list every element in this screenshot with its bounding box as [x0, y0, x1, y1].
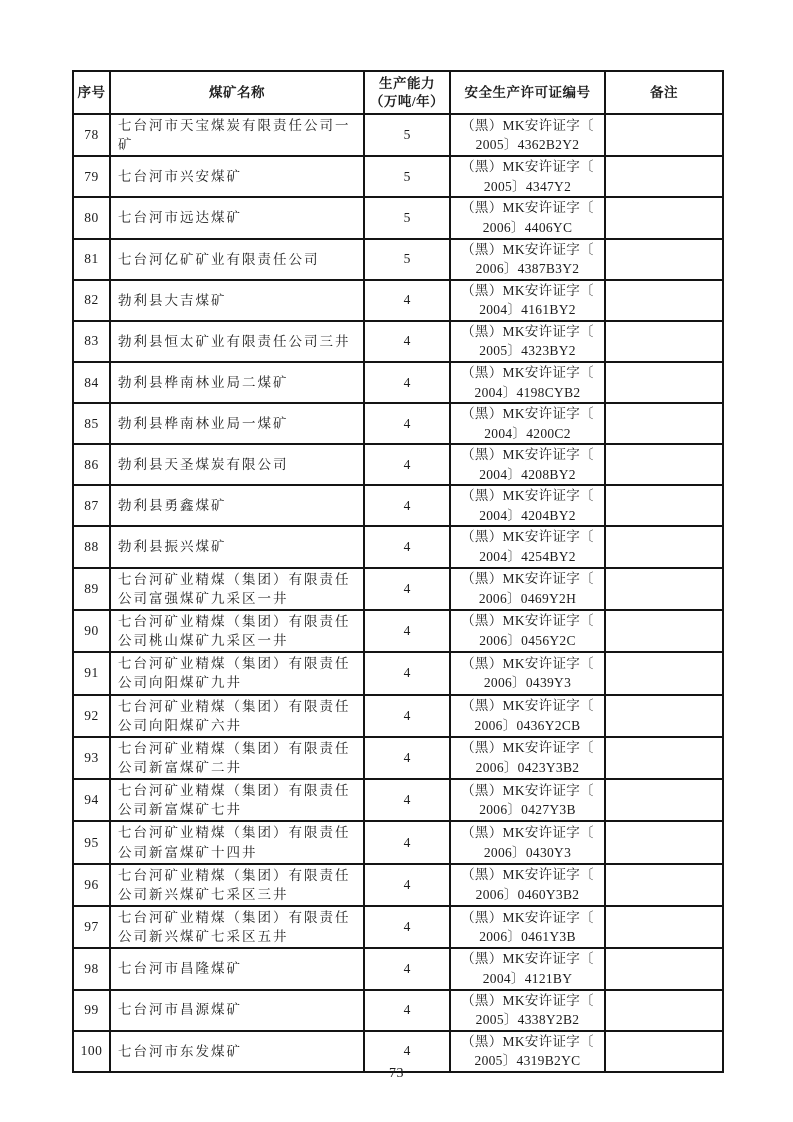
capacity-cell: 5	[364, 114, 450, 156]
header-license-number: 安全生产许可证编号	[450, 71, 605, 114]
remark-cell	[605, 737, 723, 779]
license-cell: （黑）MK安许证字〔 2005〕4319B2YC	[450, 1031, 605, 1072]
table-row	[73, 695, 723, 737]
capacity-cell: 4	[364, 526, 450, 567]
license-cell: （黑）MK安许证字〔 2004〕4254BY2	[450, 526, 605, 567]
table-row	[73, 990, 723, 1031]
table-row	[73, 114, 723, 156]
remark-cell	[605, 321, 723, 362]
capacity-cell: 5	[364, 239, 450, 280]
mine-name-cell: 七台河市昌隆煤矿	[110, 948, 364, 989]
license-cell: （黑）MK安许证字〔 2006〕0427Y3B	[450, 779, 605, 821]
capacity-cell: 5	[364, 197, 450, 238]
capacity-cell: 4	[364, 779, 450, 821]
serial-cell: 91	[73, 652, 110, 694]
header-capacity-line2: （万吨/年）	[369, 93, 445, 109]
mine-name-cell: 七台河市昌源煤矿	[110, 990, 364, 1031]
serial-cell: 87	[73, 485, 110, 526]
coal-mine-table	[72, 70, 724, 1073]
remark-cell	[605, 821, 723, 863]
mine-name-cell: 七台河矿业精煤（集团）有限责任公司新富煤矿二井	[110, 737, 364, 779]
serial-cell: 81	[73, 239, 110, 280]
mine-name-cell: 勃利县振兴煤矿	[110, 526, 364, 567]
mine-name-cell: 七台河市兴安煤矿	[110, 156, 364, 197]
capacity-cell: 4	[364, 695, 450, 737]
license-cell: （黑）MK安许证字〔 2004〕4204BY2	[450, 485, 605, 526]
header-remarks: 备注	[605, 71, 723, 114]
capacity-cell: 4	[364, 652, 450, 694]
header-capacity	[364, 71, 450, 114]
serial-cell: 100	[73, 1031, 110, 1072]
table-row	[73, 821, 723, 863]
header-capacity-line1: 生产能力	[379, 75, 435, 91]
mine-name-cell: 七台河市东发煤矿	[110, 1031, 364, 1072]
license-cell: （黑）MK安许证字〔 2004〕4198CYB2	[450, 362, 605, 403]
remark-cell	[605, 280, 723, 321]
license-cell: （黑）MK安许证字〔 2004〕4161BY2	[450, 280, 605, 321]
serial-cell: 95	[73, 821, 110, 863]
mine-name-cell: 勃利县天圣煤炭有限公司	[110, 444, 364, 485]
mine-name-cell: 七台河矿业精煤（集团）有限责任公司向阳煤矿六井	[110, 695, 364, 737]
serial-cell: 89	[73, 568, 110, 610]
table-row	[73, 444, 723, 485]
license-cell: （黑）MK安许证字〔 2004〕4208BY2	[450, 444, 605, 485]
serial-cell: 84	[73, 362, 110, 403]
remark-cell	[605, 948, 723, 989]
license-cell: （黑）MK安许证字〔 2005〕4323BY2	[450, 321, 605, 362]
remark-cell	[605, 444, 723, 485]
remark-cell	[605, 864, 723, 906]
capacity-cell: 4	[364, 737, 450, 779]
mine-name-cell: 勃利县大吉煤矿	[110, 280, 364, 321]
remark-cell	[605, 779, 723, 821]
mine-name-cell: 七台河矿业精煤（集团）有限责任公司桃山煤矿九采区一井	[110, 610, 364, 652]
serial-cell: 83	[73, 321, 110, 362]
capacity-cell: 4	[364, 906, 450, 948]
mine-name-cell: 勃利县恒太矿业有限责任公司三井	[110, 321, 364, 362]
remark-cell	[605, 156, 723, 197]
remark-cell	[605, 485, 723, 526]
capacity-cell: 4	[364, 403, 450, 444]
capacity-cell: 4	[364, 362, 450, 403]
serial-cell: 99	[73, 990, 110, 1031]
license-cell: （黑）MK安许证字〔 2006〕0436Y2CB	[450, 695, 605, 737]
mine-name-cell: 七台河矿业精煤（集团）有限责任公司新富煤矿十四井	[110, 821, 364, 863]
table-body	[73, 114, 723, 1072]
capacity-cell: 4	[364, 864, 450, 906]
table-row	[73, 948, 723, 989]
license-cell: （黑）MK安许证字〔 2006〕0469Y2H	[450, 568, 605, 610]
remark-cell	[605, 695, 723, 737]
remark-cell	[605, 568, 723, 610]
table-row	[73, 779, 723, 821]
table-row	[73, 906, 723, 948]
table-row	[73, 568, 723, 610]
mine-name-cell: 七台河亿矿矿业有限责任公司	[110, 239, 364, 280]
table-row	[73, 526, 723, 567]
capacity-cell: 4	[364, 990, 450, 1031]
remark-cell	[605, 239, 723, 280]
capacity-cell: 4	[364, 821, 450, 863]
mine-name-cell: 七台河市远达煤矿	[110, 197, 364, 238]
license-cell: （黑）MK安许证字〔 2006〕0430Y3	[450, 821, 605, 863]
serial-cell: 92	[73, 695, 110, 737]
capacity-cell: 4	[364, 1031, 450, 1072]
license-cell: （黑）MK安许证字〔 2006〕0456Y2C	[450, 610, 605, 652]
serial-cell: 88	[73, 526, 110, 567]
serial-cell: 80	[73, 197, 110, 238]
table-row	[73, 610, 723, 652]
serial-cell: 78	[73, 114, 110, 156]
serial-cell: 79	[73, 156, 110, 197]
mine-name-cell: 七台河矿业精煤（集团）有限责任公司新兴煤矿七采区三井	[110, 864, 364, 906]
mine-name-cell: 勃利县桦南林业局一煤矿	[110, 403, 364, 444]
license-cell: （黑）MK安许证字〔 2005〕4362B2Y2	[450, 114, 605, 156]
page-number: 73	[389, 1066, 404, 1081]
capacity-cell: 4	[364, 444, 450, 485]
remark-cell	[605, 114, 723, 156]
header-serial-number: 序号	[73, 71, 110, 114]
remark-cell	[605, 906, 723, 948]
serial-cell: 96	[73, 864, 110, 906]
table-row	[73, 485, 723, 526]
table-row	[73, 652, 723, 694]
mine-name-cell: 七台河矿业精煤（集团）有限责任公司向阳煤矿九井	[110, 652, 364, 694]
remark-cell	[605, 403, 723, 444]
capacity-cell: 4	[364, 485, 450, 526]
table-header	[73, 71, 723, 114]
serial-cell: 85	[73, 403, 110, 444]
license-cell: （黑）MK安许证字〔 2004〕4200C2	[450, 403, 605, 444]
license-cell: （黑）MK安许证字〔 2005〕4338Y2B2	[450, 990, 605, 1031]
license-cell: （黑）MK安许证字〔 2006〕0460Y3B2	[450, 864, 605, 906]
serial-cell: 94	[73, 779, 110, 821]
mine-name-cell: 七台河矿业精煤（集团）有限责任公司新兴煤矿七采区五井	[110, 906, 364, 948]
remark-cell	[605, 990, 723, 1031]
mine-name-cell: 七台河市天宝煤炭有限责任公司一矿	[110, 114, 364, 156]
remark-cell	[605, 362, 723, 403]
mine-name-cell: 勃利县桦南林业局二煤矿	[110, 362, 364, 403]
table-row	[73, 864, 723, 906]
license-cell: （黑）MK安许证字〔 2006〕4406YC	[450, 197, 605, 238]
table-row	[73, 737, 723, 779]
table-row	[73, 362, 723, 403]
serial-cell: 93	[73, 737, 110, 779]
table-row	[73, 239, 723, 280]
capacity-cell: 4	[364, 321, 450, 362]
capacity-cell: 4	[364, 280, 450, 321]
serial-cell: 86	[73, 444, 110, 485]
remark-cell	[605, 526, 723, 567]
serial-cell: 82	[73, 280, 110, 321]
mine-name-cell: 勃利县勇鑫煤矿	[110, 485, 364, 526]
remark-cell	[605, 197, 723, 238]
header-row	[73, 71, 723, 114]
serial-cell: 90	[73, 610, 110, 652]
table-row	[73, 280, 723, 321]
capacity-cell: 4	[364, 948, 450, 989]
table-row	[73, 321, 723, 362]
license-cell: （黑）MK安许证字〔 2004〕4121BY	[450, 948, 605, 989]
remark-cell	[605, 610, 723, 652]
license-cell: （黑）MK安许证字〔 2005〕4347Y2	[450, 156, 605, 197]
serial-cell: 98	[73, 948, 110, 989]
license-cell: （黑）MK安许证字〔 2006〕0423Y3B2	[450, 737, 605, 779]
mine-name-cell: 七台河矿业精煤（集团）有限责任公司富强煤矿九采区一井	[110, 568, 364, 610]
remark-cell	[605, 652, 723, 694]
license-cell: （黑）MK安许证字〔 2006〕4387B3Y2	[450, 239, 605, 280]
table-row	[73, 197, 723, 238]
capacity-cell: 4	[364, 568, 450, 610]
header-mine-name: 煤矿名称	[110, 71, 364, 114]
mine-name-cell: 七台河矿业精煤（集团）有限责任公司新富煤矿七井	[110, 779, 364, 821]
license-cell: （黑）MK安许证字〔 2006〕0461Y3B	[450, 906, 605, 948]
serial-cell: 97	[73, 906, 110, 948]
table-row	[73, 156, 723, 197]
capacity-cell: 4	[364, 610, 450, 652]
table-row	[73, 403, 723, 444]
capacity-cell: 5	[364, 156, 450, 197]
license-cell: （黑）MK安许证字〔 2006〕0439Y3	[450, 652, 605, 694]
